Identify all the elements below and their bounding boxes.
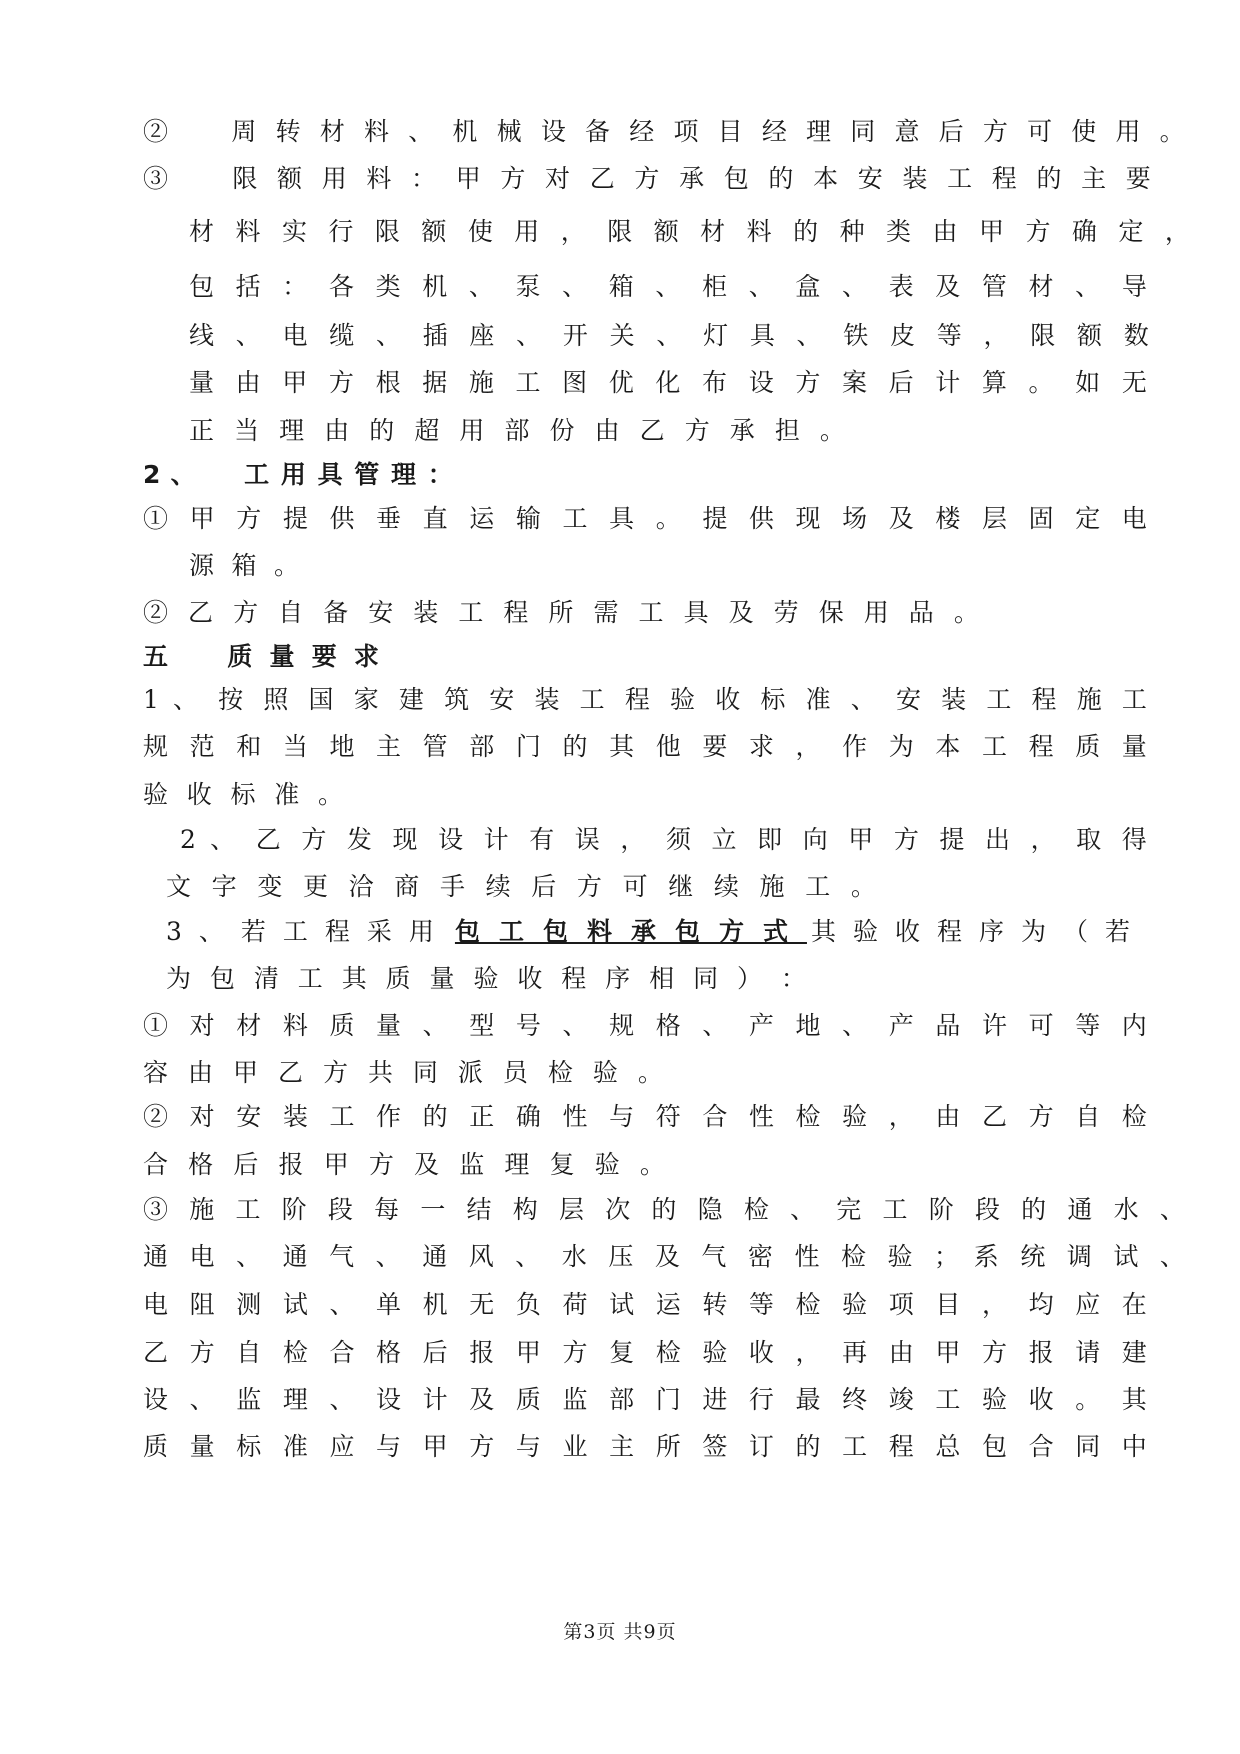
text-line: 规 范 和 当 地 主 管 部 门 的 其 他 要 求 ， 作 为 本 工 程 质 量 <box>143 732 1147 761</box>
text-line: ③ 施 工 阶 段 每 一 结 构 层 次 的 隐 检 、 完 工 阶 段 的 通 水 、 <box>143 1195 1185 1224</box>
text-line: 线 、 电 缆 、 插 座 、 开 关 、 灯 具 、 铁 皮 等 ， 限 额 数 <box>189 321 1149 350</box>
text-segment: 其验收程序为（若 <box>810 917 1147 946</box>
page-number-footer: 第3页 共9页 <box>563 1621 677 1643</box>
text-line: ① 甲 方 提 供 垂 直 运 输 工 具 。 提 供 现 场 及 楼 层 固 定 电 <box>143 504 1147 533</box>
text-line: 材 料 实 行 限 额 使 用 ， 限 额 材 料 的 种 类 由 甲 方 确 定 ， <box>189 217 1190 246</box>
text-line: ① 对 材 料 质 量 、 型 号 、 规 格 、 产 地 、 产 品 许 可 等 内 <box>143 1011 1147 1040</box>
text-line: 质 量 标 准 应 与 甲 方 与 业 主 所 签 订 的 工 程 总 包 合 同 中 <box>143 1432 1147 1461</box>
text-line: 正 当 理 由 的 超 用 部 份 由 乙 方 承 担 。 <box>189 416 845 445</box>
text-line: 为 包 清 工 其 质 量 验 收 程 序 相 同 ） ： <box>166 964 806 993</box>
text-line: 2 、 乙 方 发 现 设 计 有 误 ， 须 立 即 向 甲 方 提 出 ， 取 得 <box>180 825 1147 854</box>
text-line: 1 、 按 照 国 家 建 筑 安 装 工 程 验 收 标 准 、 安 装 工 程 施 工 <box>143 685 1147 714</box>
text-line: 合 格 后 报 甲 方 及 监 理 复 验 。 <box>143 1150 665 1179</box>
text-line-with-emphasis <box>166 915 1147 949</box>
text-line: 乙 方 自 检 合 格 后 报 甲 方 复 检 验 收 ， 再 由 甲 方 报 请 建 <box>143 1338 1147 1367</box>
text-line: 设 、 监 理 、 设 计 及 质 监 部 门 进 行 最 终 竣 工 验 收 。 其 <box>143 1385 1147 1414</box>
text-line: 包 括 ： 各 类 机 、 泵 、 箱 、 柜 、 盒 、 表 及 管 材 、 导 <box>189 272 1147 301</box>
text-line: ② 乙 方 自 备 安 装 工 程 所 需 工 具 及 劳 保 用 品 。 <box>143 598 979 627</box>
emphasis-underlined: 包工包料承包方式 <box>454 917 807 946</box>
chapter-heading: 五 质 量 要 求 <box>143 642 379 671</box>
text-line: 文 字 变 更 洽 商 手 续 后 方 可 继 续 施 工 。 <box>166 872 876 901</box>
text-segment: 3、若工程采用 <box>166 917 451 946</box>
text-line: 量 由 甲 方 根 据 施 工 图 优 化 布 设 方 案 后 计 算 。 如 无 <box>189 368 1147 397</box>
text-line: 电 阻 测 试 、 单 机 无 负 荷 试 运 转 等 检 验 项 目 ， 均 应 在 <box>143 1290 1147 1319</box>
text-line: 容 由 甲 乙 方 共 同 派 员 检 验 。 <box>143 1058 663 1087</box>
text-line: ③ 限 额 用 料 ： 甲 方 对 乙 方 承 包 的 本 安 装 工 程 的 主 要 <box>143 164 1151 193</box>
text-line: 通 电 、 通 气 、 通 风 、 水 压 及 气 密 性 检 验 ； 系 统 调 试 、 <box>143 1242 1185 1271</box>
text-line: ② 周 转 材 料 、 机 械 设 备 经 项 目 经 理 同 意 后 方 可 使 用 。 <box>143 117 1185 146</box>
section-heading: 2 、 工 用 具 管 理 ： <box>143 460 453 489</box>
text-line: 源 箱 。 <box>189 551 299 580</box>
text-line: ② 对 安 装 工 作 的 正 确 性 与 符 合 性 检 验 ， 由 乙 方 自 检 <box>143 1102 1147 1131</box>
text-line: 验 收 标 准 。 <box>143 780 343 809</box>
